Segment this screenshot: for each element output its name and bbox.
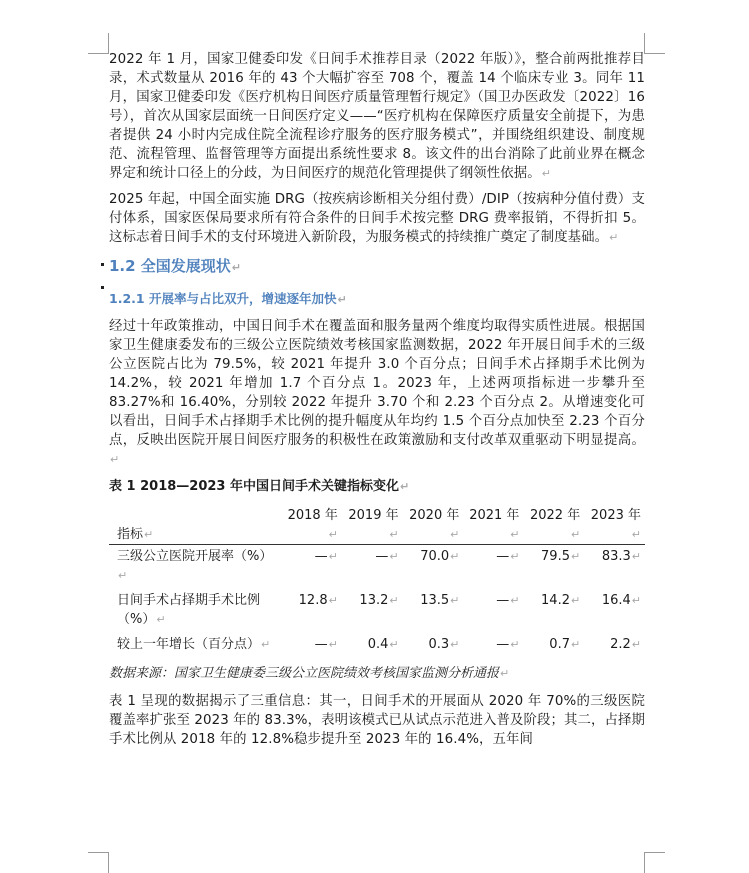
paragraph-mark-icon: ↵ [570,594,581,607]
table-cell-name[interactable] [109,589,281,633]
table-cell[interactable] [342,545,403,590]
cell-text: 14.2 [541,593,570,608]
paragraph-mark-icon: ↵ [328,638,338,651]
table-cell[interactable] [463,633,523,658]
paragraph-mark-icon: ↵ [631,550,641,563]
table-row [109,589,645,633]
table-cell[interactable] [584,633,645,658]
table-cell[interactable] [281,589,342,633]
crop-mark-top-left [88,33,109,54]
table-cell[interactable] [463,589,523,633]
cell-text: — [314,637,328,652]
paragraph-text: 2025 年起，中国全面实施 DRG（按疾病诊断相关分组付费）/DIP（按病种分值付费）支付体系，国家医保局要求所有符合条件的日间手术按完整 DRG 费率报销，不得折扣 5。这标志着日间手术的支付环境进入新阶段，为服务模式的持续推广奠定了制度基础。 [109,192,645,245]
section-heading-1-2[interactable] [109,254,645,280]
paragraph-mark-icon: ↵ [118,569,128,582]
paragraph-mark-icon: ↵ [156,613,166,626]
paragraph-mark-icon: ↵ [500,667,510,680]
table-header-row [109,506,645,545]
header-year[interactable] [523,506,584,545]
header-text: 2022 年 [529,508,581,523]
header-year[interactable] [342,506,403,545]
paragraph-mark-icon: ↵ [261,638,271,651]
header-indicator[interactable] [109,506,281,545]
header-text: 2019 年 [348,508,399,523]
table-cell[interactable] [523,589,584,633]
paragraph-mark-icon: ↵ [337,293,347,306]
paragraph-mark-icon: ↵ [389,638,399,651]
table-cell[interactable] [403,589,464,633]
cell-text: — [375,549,389,564]
paragraph-mark-icon: ↵ [510,594,520,607]
cell-text: 83.3 [601,549,631,564]
header-text: 2020 年 [409,508,460,523]
paragraph-mark-icon: ↵ [389,550,399,563]
header-text: 2021 年 [469,508,520,523]
paragraph-mark-icon: ↵ [450,550,460,563]
heading-bullet-icon [101,263,104,266]
paragraph-mark-icon: ↵ [631,594,641,607]
cell-text: 0.4 [367,637,389,652]
header-year[interactable] [584,506,645,545]
heading-text: 1.2 全国发展现状 [109,257,231,275]
header-year[interactable] [403,506,464,545]
paragraph-mark-icon: ↵ [231,261,242,274]
cell-text: 较上一年增长（百分点） [117,637,261,652]
table-cell[interactable] [342,633,403,658]
paragraph-mark-icon: ↵ [450,594,460,607]
crop-mark-top-right [644,33,665,54]
cell-text: 三级公立医院开展率（%） [117,549,273,564]
table-cell[interactable] [584,545,645,590]
cell-text: 日间手术占择期手术比例（%） [117,593,261,627]
heading-text: 1.2.1 开展率与占比双升，增速逐年加快 [109,291,337,306]
paragraph-mark-icon: ↵ [631,638,641,651]
table-cell-name[interactable] [109,633,281,658]
paragraph-text: 经过十年政策推动，中国日间手术在覆盖面和服务量两个维度均取得实质性进展。根据国家卫生健康委发布的三级公立医院绩效考核国家监测数据，2022 年开展日间手术的三级公立医院占比为 79.5%，较 2021 年提升 3.0 个百分点；日间手术占择期手术比例为 14.2%，较 2021 年增加 1.7 个百分点 1。2023 年，上述两项指标进一步攀升至 83.27%和 16.40%，分别较 2022 年提升 3.70 个和 2.23 个百分点 2。从增速变化可以看出，日间手术占择期手术比例的提升幅度从年均约 1.5 个百分点加快至 2.23 个百分点，反映出医院开展日间医疗服务的积极性在政策激励和支付改革双重驱动下明显提高。 [109,319,645,448]
header-year[interactable] [463,506,523,545]
table-row [109,633,645,658]
crop-mark-bottom-right [644,852,665,873]
heading-bullet-icon [101,286,104,289]
table-cell[interactable] [584,589,645,633]
crop-mark-bottom-left [88,852,109,873]
paragraph-mark-icon: ↵ [570,638,581,651]
table-caption[interactable] [109,476,645,498]
paragraph-mark-icon: ↵ [570,528,581,541]
paragraph-mark-icon: ↵ [328,528,338,541]
paragraph-policy-2022[interactable] [109,50,645,183]
paragraph-text: 表 1 呈现的数据揭示了三重信息：其一，日间手术的开展面从 2020 年 70%的三级医院覆盖率扩张至 2023 年的 83.3%，表明该模式已从试点示范进入普及阶段；其二，占择期手术比例从 2018 年的 12.8%稳步提升至 2023 年的 16.4%，五年间 [109,694,645,747]
table-cell[interactable] [463,545,523,590]
table-cell[interactable] [403,545,464,590]
paragraph-mark-icon: ↵ [144,528,154,541]
header-year[interactable] [281,506,342,545]
cell-text: 2.2 [610,637,631,652]
caption-text: 表 1 2018—2023 年中国日间手术关键指标变化 [109,479,399,494]
cell-text: 16.4 [601,593,631,608]
data-source-note[interactable] [109,664,645,683]
cell-text: — [496,593,510,608]
paragraph-drg-2025[interactable] [109,190,645,247]
cell-text: 0.3 [428,637,450,652]
paragraph-mark-icon: ↵ [328,594,338,607]
subsection-heading-1-2-1[interactable] [109,288,645,311]
paragraph-mark-icon: ↵ [110,453,120,466]
table-cell[interactable] [523,545,584,590]
paragraph-mark-icon: ↵ [570,550,581,563]
paragraph-table-analysis[interactable] [109,692,645,749]
cell-text: 70.0 [420,549,450,564]
paragraph-mark-icon: ↵ [450,638,460,651]
paragraph-progress[interactable] [109,317,645,469]
cell-text: — [314,549,328,564]
cell-text: 13.5 [420,593,450,608]
cell-text: 12.8 [298,593,328,608]
document-body[interactable] [109,50,645,756]
table-cell-name[interactable] [109,545,281,590]
paragraph-mark-icon: ↵ [510,550,520,563]
paragraph-text: 2022 年 1 月，国家卫健委印发《日间手术推荐目录（2022 年版）》，整合前两批推荐目录，术式数量从 2016 年的 43 个大幅扩容至 708 个，覆盖 14 个临床专业 3。同年 11 月，国家卫健委印发《医疗机构日间医疗质量管理暂行规定》（国卫办医政发〔2022〕16 号），首次从国家层面统一日间医疗定义——“医疗机构在保障医疗质量安全前提下，为患者提供 24 小时内完成住院全流程诊疗服务的医疗服务模式”，并围绕组织建设、制度规范、流程管理、监督管理等方面提出系统性要求 8。该文件的出台消除了此前业界在概念界定和统计口径上的分歧，为日间医疗的规范化管理提供了纲领性依据。 [109,52,645,181]
table-cell[interactable] [523,633,584,658]
paragraph-mark-icon: ↵ [389,594,399,607]
cell-text: — [496,549,510,564]
paragraph-mark-icon: ↵ [510,528,520,541]
table-cell[interactable] [403,633,464,658]
cell-text: — [496,637,510,652]
cell-text: 13.2 [359,593,389,608]
source-text: 数据来源：国家卫生健康委三级公立医院绩效考核国家监测分析通报 [109,666,500,681]
paragraph-mark-icon: ↵ [450,528,460,541]
header-text: 指标 [117,527,144,542]
paragraph-mark-icon: ↵ [400,480,410,493]
table-cell[interactable] [281,545,342,590]
cell-text: 0.7 [549,637,570,652]
header-text: 2023 年 [590,508,641,523]
paragraph-mark-icon: ↵ [631,528,641,541]
table-cell[interactable] [342,589,403,633]
paragraph-mark-icon: ↵ [510,638,520,651]
header-text: 2018 年 [287,508,338,523]
paragraph-mark-icon: ↵ [389,528,399,541]
paragraph-mark-icon: ↵ [328,550,338,563]
paragraph-mark-icon: ↵ [609,231,619,244]
table-cell[interactable] [281,633,342,658]
indicator-table[interactable] [109,506,645,658]
cell-text: 79.5 [541,549,570,564]
paragraph-mark-icon: ↵ [541,167,552,180]
table-row [109,545,645,590]
